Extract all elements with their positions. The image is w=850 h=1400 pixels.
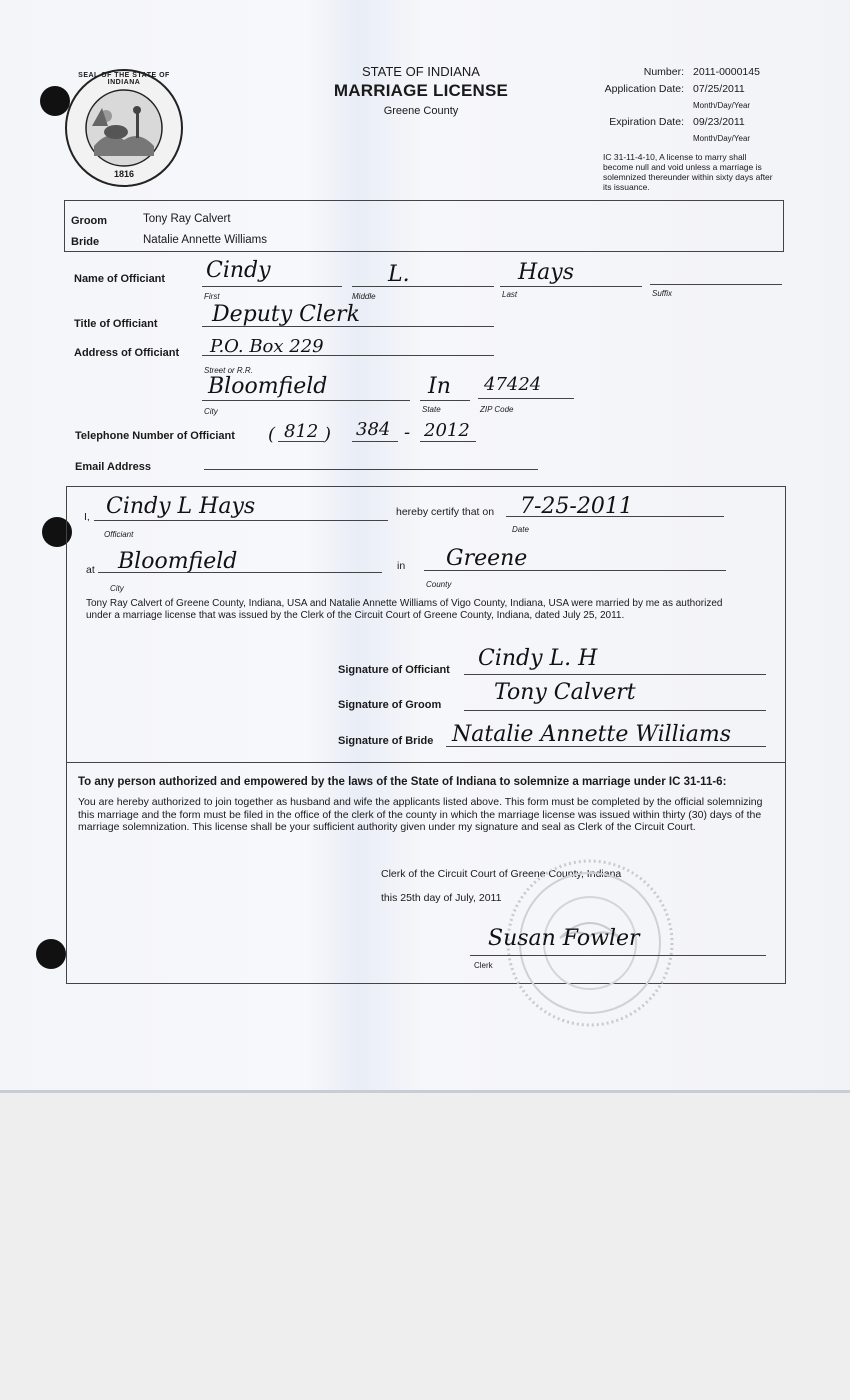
last-name-line bbox=[500, 286, 642, 287]
email-line bbox=[204, 469, 538, 470]
phone-dash: - bbox=[404, 422, 411, 443]
application-date: 07/25/2011 bbox=[693, 83, 745, 95]
suffix-line bbox=[650, 284, 782, 285]
groom-signature: Tony Calvert bbox=[494, 680, 636, 705]
expiration-date: 09/23/2011 bbox=[693, 116, 745, 128]
certify-county: Greene bbox=[446, 546, 528, 571]
certify-county-caption: County bbox=[426, 580, 452, 589]
officiant-last-name: Hays bbox=[518, 260, 575, 285]
bride-signature: Natalie Annette Williams bbox=[452, 722, 731, 747]
last-caption: Last bbox=[502, 290, 518, 299]
suffix-caption: Suffix bbox=[652, 289, 673, 298]
certify-in-label: in bbox=[397, 560, 406, 572]
officiant-first-name: Cindy bbox=[206, 258, 271, 283]
expiration-date-format: Month/Day/Year bbox=[693, 134, 751, 143]
groom-label: Groom bbox=[71, 215, 108, 227]
certify-text: hereby certify that on bbox=[396, 506, 495, 518]
officiant-title-label: Title of Officiant bbox=[74, 318, 158, 330]
officiant-phone-line: 2012 bbox=[424, 420, 470, 441]
zip-caption: ZIP Code bbox=[480, 405, 514, 414]
county-heading: Greene County bbox=[383, 105, 459, 117]
officiant-email-label: Email Address bbox=[75, 461, 152, 473]
day-line: this 25th day of July, 2011 bbox=[381, 892, 502, 904]
certify-date: 7-25-2011 bbox=[520, 494, 633, 519]
clerk-caption: Clerk bbox=[474, 961, 493, 970]
city-caption: City bbox=[204, 407, 218, 416]
bride-label: Bride bbox=[71, 236, 100, 248]
officiant-address-label: Address of Officiant bbox=[74, 347, 180, 359]
phone-line-line bbox=[420, 441, 476, 442]
officiant-state: In bbox=[428, 374, 451, 399]
phone-prefix-line bbox=[352, 441, 398, 442]
state-seal-icon bbox=[64, 68, 184, 188]
certify-date-caption: Date bbox=[512, 525, 529, 534]
certify-officiant-line bbox=[94, 520, 388, 521]
officiant-city: Bloomfield bbox=[208, 374, 328, 399]
certify-city: Bloomfield bbox=[118, 549, 238, 574]
certify-officiant-caption: Officiant bbox=[104, 530, 134, 539]
seal-year: 1816 bbox=[108, 169, 140, 179]
first-caption: First bbox=[204, 292, 220, 301]
first-name-line bbox=[202, 286, 342, 287]
license-number: 2011-0000145 bbox=[693, 66, 760, 78]
phone-close-paren: ) bbox=[324, 424, 332, 445]
state-caption: State bbox=[422, 405, 441, 414]
marriage-statement: Tony Ray Calvert of Greene County, Indiana, USA and Natalie Annette Williams of Vigo County, Indiana, USA were married by me as authorized under a marriage license that was issued by the Clerk of the Circuit Court of Greene County, Indiana, dated July 25, 2011. bbox=[86, 598, 723, 621]
officiant-phone-label: Telephone Number of Officiant bbox=[75, 430, 235, 442]
middle-caption: Middle bbox=[352, 292, 376, 301]
seal-text: SEAL OF THE STATE OF INDIANA bbox=[78, 72, 170, 86]
groom-signature-label: Signature of Groom bbox=[338, 699, 442, 711]
phone-open-paren: ( bbox=[268, 424, 276, 445]
clerk-of-court-line: Clerk of the Circuit Court of Greene County, Indiana bbox=[381, 868, 622, 880]
officiant-street: P.O. Box 229 bbox=[210, 336, 324, 357]
zip-line bbox=[478, 398, 574, 399]
clerk-signature-line bbox=[470, 955, 766, 956]
officiant-title: Deputy Clerk bbox=[212, 302, 360, 327]
officiant-phone-prefix: 384 bbox=[356, 419, 391, 440]
certify-city-caption: City bbox=[110, 584, 124, 593]
officiant-signature-label: Signature of Officiant bbox=[338, 664, 450, 676]
application-date-format: Month/Day/Year bbox=[693, 101, 751, 110]
page-title: MARRIAGE LICENSE bbox=[333, 81, 509, 100]
officiant-name-label: Name of Officiant bbox=[74, 273, 166, 285]
authorization-body: You are hereby authorized to join together as husband and wife the applicants listed above. This form must be completed by the official solemnizing this marriage and the form must be filed in the office of the clerk of the county in which the marriage license was issued within thirty (30) days of the marriage solemnization. This license shall be your sufficient authority given under my signature and seal as Clerk of the Circuit Court. bbox=[78, 796, 763, 833]
bride-signature-label: Signature of Bride bbox=[338, 735, 434, 747]
clerk-signature: Susan Fowler bbox=[488, 926, 640, 951]
authorization-heading: To any person authorized and empowered by the laws of the State of Indiana to solemnize a marriage under IC 31-11-6: bbox=[78, 776, 727, 788]
certify-officiant-signature: Cindy L Hays bbox=[106, 494, 256, 519]
officiant-phone-area: 812 bbox=[284, 421, 319, 442]
middle-name-line bbox=[352, 286, 494, 287]
validity-notice: IC 31-11-4-10, A license to marry shall become null and void unless a marriage is solemnized thereunder within sixty days after its issuance. bbox=[603, 152, 773, 192]
punch-hole-bottom bbox=[36, 939, 66, 969]
groom-signature-line bbox=[464, 710, 766, 711]
certify-i-label: I, bbox=[84, 511, 90, 523]
certify-at-label: at bbox=[86, 564, 95, 576]
officiant-signature-line bbox=[464, 674, 766, 675]
application-date-label: Application Date: bbox=[604, 83, 684, 95]
groom-name: Tony Ray Calvert bbox=[143, 213, 231, 225]
street-caption: Street or R.R. bbox=[204, 366, 253, 375]
officiant-zip: 47424 bbox=[484, 374, 542, 395]
certificate-divider bbox=[67, 762, 785, 763]
expiration-date-label: Expiration Date: bbox=[609, 116, 684, 128]
officiant-signature: Cindy L. H bbox=[478, 646, 598, 671]
officiant-middle-name: L. bbox=[388, 262, 410, 287]
number-label: Number: bbox=[643, 66, 684, 78]
state-line bbox=[420, 400, 470, 401]
bride-name: Natalie Annette Williams bbox=[143, 234, 267, 246]
city-line bbox=[202, 400, 410, 401]
state-heading: STATE OF INDIANA bbox=[362, 64, 480, 79]
